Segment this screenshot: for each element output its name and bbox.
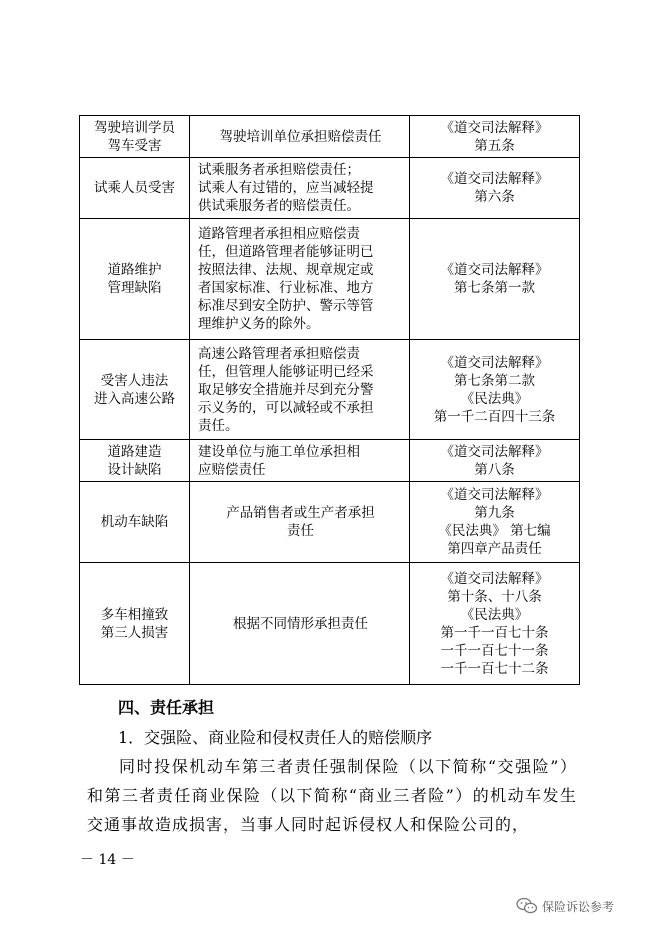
- liability-cell: 道路管理者承担相应赔偿责 任，但道路管理者能够证明已 按照法律、法规、规章规定或 者国家标准、行业标准、地方 标准尽到安全防护、警示等管 理维护义务的除外。: [190, 219, 410, 340]
- situation-cell: 驾驶培训学员 驾车受害: [80, 116, 190, 158]
- liability-cell: 驾驶培训单位承担赔偿责任: [190, 116, 410, 158]
- page-number: － 14 －: [80, 852, 135, 868]
- legal-basis-cell: 《道交司法解释》 第七条第一款: [410, 219, 580, 340]
- legal-basis-cell: 《道交司法解释》 第七条第二款 《民法典》 第一千二百四十三条: [410, 340, 580, 440]
- table-row: [80, 219, 580, 340]
- table-row: [80, 482, 580, 563]
- situation-cell: 多车相撞致 第三人损害: [80, 563, 190, 685]
- watermark: [516, 897, 614, 915]
- situation-cell: 道路建造 设计缺陷: [80, 440, 190, 482]
- situation-cell: 试乘人员受害: [80, 158, 190, 219]
- liability-cell: 产品销售者或生产者承担 责任: [190, 482, 410, 563]
- situation-cell: 机动车缺陷: [80, 482, 190, 563]
- legal-basis-cell: 《道交司法解释》 第五条: [410, 116, 580, 158]
- body-paragraph: 同时投保机动车第三者责任强制保险（以下简称“交强险”）和第三者责任商业保险（以下简称“商业三者险”）的机动车发生交通事故造成损害，当事人同时起诉侵权人和保险公司的，: [87, 757, 577, 834]
- wechat-icon: [516, 897, 538, 915]
- table-row: [80, 340, 580, 440]
- section-heading: 四、责任承担: [118, 698, 215, 717]
- table-row: [80, 116, 580, 158]
- sub-heading: 1．交强险、商业险和侵权责任人的赔偿顺序: [118, 728, 433, 747]
- legal-basis-cell: 《道交司法解释》 第八条: [410, 440, 580, 482]
- legal-basis-cell: 《道交司法解释》 第六条: [410, 158, 580, 219]
- liability-cell: 根据不同情形承担责任: [190, 563, 410, 685]
- table-row: [80, 563, 580, 685]
- table-row: [80, 440, 580, 482]
- liability-cell: 建设单位与施工单位承担相 应赔偿责任: [190, 440, 410, 482]
- legal-basis-cell: 《道交司法解释》 第十条、十八条 《民法典》 第一千一百七十条 一千一百七十一条 一千一百七十二条: [410, 563, 580, 685]
- liability-cell: 高速公路管理者承担赔偿责 任，但管理人能够证明已经采 取足够安全措施并尽到充分警 示义务的，可以减轻或不承担 责任。: [190, 340, 410, 440]
- situation-cell: 受害人违法 进入高速公路: [80, 340, 190, 440]
- liability-cell: 试乘服务者承担赔偿责任； 试乘人有过错的，应当减轻提 供试乘服务者的赔偿责任。: [190, 158, 410, 219]
- situation-cell: 道路维护 管理缺陷: [80, 219, 190, 340]
- watermark-text: 保险诉讼参考: [542, 899, 615, 914]
- legal-basis-cell: 《道交司法解释》 第九条 《民法典》 第七编 第四章产品责任: [410, 482, 580, 563]
- table-row: [80, 158, 580, 219]
- liability-table: [79, 115, 580, 685]
